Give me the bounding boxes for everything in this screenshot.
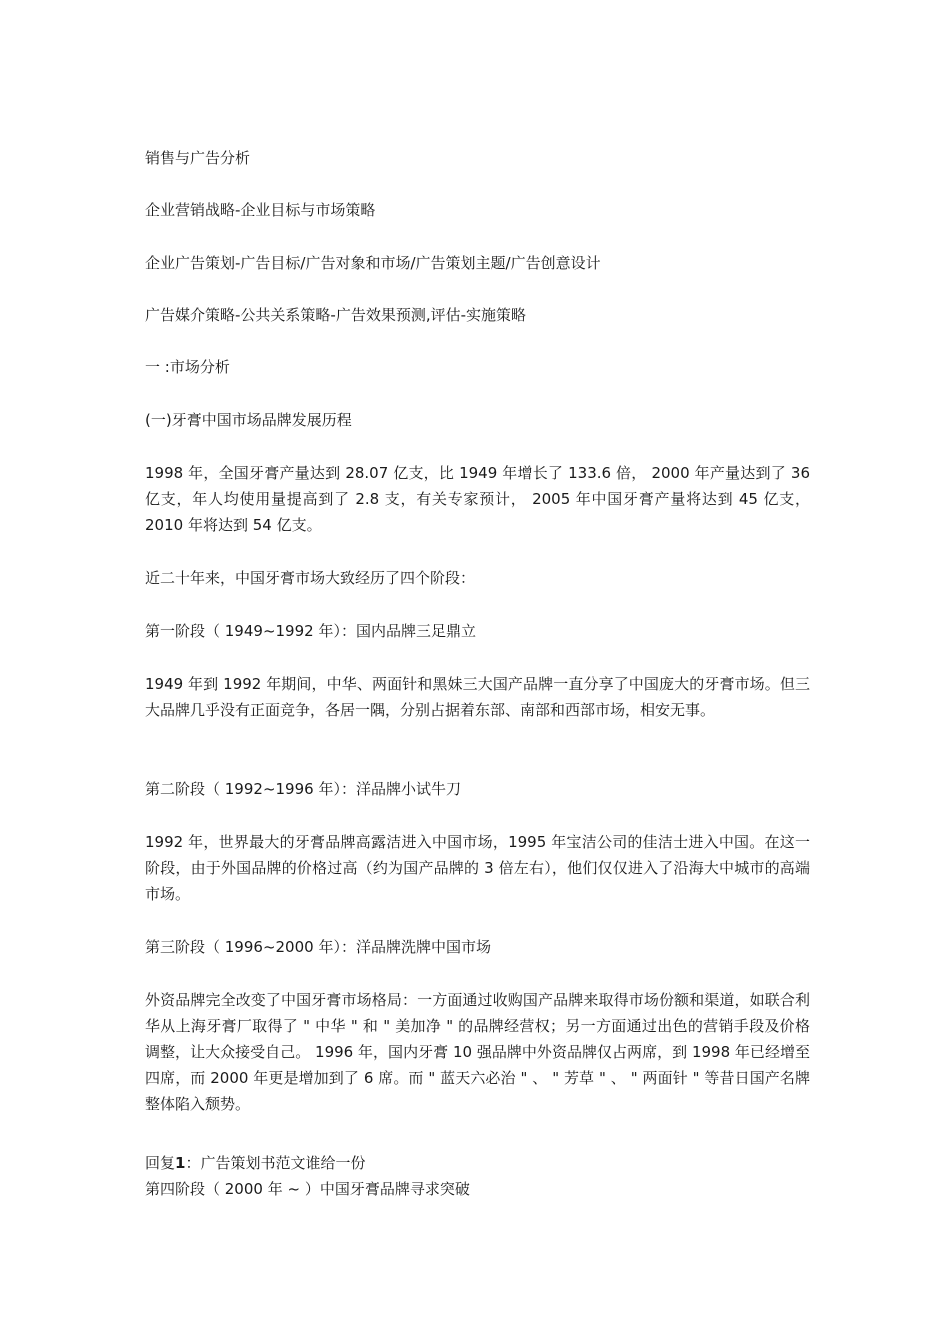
paragraph: 外资品牌完全改变了中国牙膏市场格局：一方面通过收购国产品牌来取得市场份额和渠道，如联合利华从上海牙膏厂取得了 " 中华 " 和 " 美加净 " 的品牌经营权；另一方面通过出色的营销手段及价格调整，让大众接受自己。 1996 年，国内牙膏 10 强品牌中外资品牌仅占两席，到 1998 年已经增至四席，而 2000 年更是增加到了 6 席。而 " 蓝天六必治 " 、 " 芳草 " 、 " 两面针 " 等昔日国产名牌整体陷入颓势。: [145, 991, 810, 1113]
reply-number: 1: [175, 1154, 186, 1172]
paragraph: 1949 年到 1992 年期间，中华、两面针和黑妹三大国产品牌一直分享了中国庞大的牙膏市场。但三大品牌几乎没有正面竞争，各居一隅，分别占据着东部、南部和西部市场，相安无事。: [145, 675, 810, 719]
stage-heading: 第二阶段（ 1992~1996 年）：洋品牌小试牛刀: [145, 780, 461, 798]
paragraph: 1998 年，全国牙膏产量达到 28.07 亿支，比 1949 年增长了 133.6 倍， 2000 年产量达到了 36 亿支，年人均使用量提高到了 2.8 支，有关专家预计， 2005 年中国牙膏产量将达到 45 亿支， 2010 年将达到 54 亿支。: [145, 464, 810, 534]
reply-line: [145, 1150, 365, 1176]
outline-item: 企业营销战略-企业目标与市场策略: [145, 201, 376, 219]
stages-intro: 近二十年来，中国牙膏市场大致经历了四个阶段：: [145, 569, 476, 587]
document-page: [145, 0, 810, 1344]
reply-label: 回复: [145, 1154, 176, 1172]
document-title: 销售与广告分析: [145, 149, 251, 167]
stage-heading: 第一阶段（ 1949~1992 年）：国内品牌三足鼎立: [145, 622, 476, 640]
outline-item: 广告媒介策略-公共关系策略-广告效果预测,评估-实施策略: [145, 306, 527, 324]
subsection-heading: (一)牙膏中国市场品牌发展历程: [145, 411, 352, 429]
stage-heading: 第四阶段（ 2000 年 ~ ）中国牙膏品牌寻求突破: [145, 1180, 470, 1198]
section-heading: 一 :市场分析: [145, 358, 230, 376]
reply-text: ：广告策划书范文谁给一份: [185, 1154, 366, 1172]
outline-item: 企业广告策划-广告目标/广告对象和市场/广告策划主题/广告创意设计: [145, 254, 601, 272]
stage-heading: 第三阶段（ 1996~2000 年）：洋品牌洗牌中国市场: [145, 938, 491, 956]
paragraph: 1992 年，世界最大的牙膏品牌高露洁进入中国市场，1995 年宝洁公司的佳洁士进入中国。在这一阶段，由于外国品牌的价格过高（约为国产品牌的 3 倍左右），他们仅仅进入了沿海大中城市的高端市场。: [145, 833, 810, 903]
